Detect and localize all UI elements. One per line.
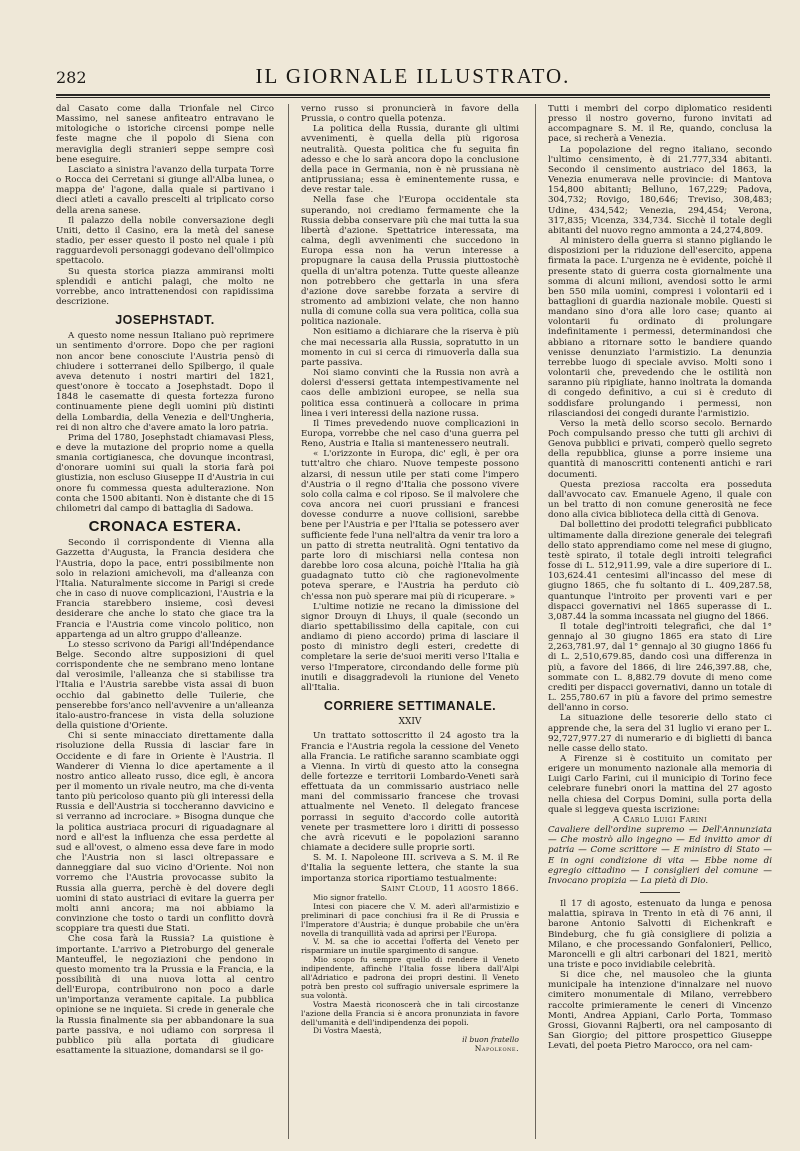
paragraph: L'ultime notizie ne recano la dimissione del signor Drouyn di Lhuys, il quale (secondo un diario spettabilissimo della capitale, con cui andiamo di pieno accordo) prima di lasciare il posto di ministro degli esteri, credette di completare la serie de'suoi meriti verso l'Italia e verso l'Imperatore, circondando delle forme più inutili e disaggradevoli la riunione del Veneto all'Italia. bbox=[301, 601, 519, 693]
paragraph: dal Casato come dalla Trionfale nel Circo Massimo, nel sanese anfiteatro entravano le mitologiche o istoriche circensi pompe nelle feste magne che il popolo di Siena con meraviglia degli stranieri seppe sempre così bene eseguire. bbox=[56, 104, 274, 165]
column-divider bbox=[535, 104, 536, 1139]
letter-dateline: Saint Cloud, 11 agosto 1866. bbox=[380, 883, 519, 894]
section-heading: CORRIERE SETTIMANALE. bbox=[323, 699, 497, 714]
paragraph: Secondo il corrispondente di Vienna alla Gazzetta d'Augusta, la Francia desidera che l'Austria, dopo la pace, entri possibilmente non solo in relazioni amichevoli, ma d'alleanza con l'Italia. Naturalmente siccome in Parigi si crede che in caso di nuove complicazioni, l'Austria e la Francia starebbero insieme, così devesi desiderare che anche lo stato che giace tra la Francia e l'Austria come vincolo politico, non appartenga ad un altro gruppo d'alleanze. bbox=[56, 538, 274, 640]
paragraph: S. M. I. Napoleone III. scriveva a S. M. il Re d'Italia la seguente lettera, che stante la sua importanza storica riportiamo testualmente: bbox=[301, 853, 519, 884]
paragraph: Tutti i membri del corpo diplomatico residenti presso il nostro governo, furono invitati ad accompagnare S. M. il Re, quando, conclusa la pace, si recherà a Venezia. bbox=[548, 104, 772, 145]
paragraph: Un trattato sottoscritto il 24 agosto tra la Francia e l'Austria regola la cessione del Veneto alla Francia. Le ratifiche saranno scambiate oggi a Vienna. In virtù di questo atto la consegna delle fortezze e territorii Lombardo-Veneti sarà effettuata da un commissario austriaco nelle mani del commissario francese che trovasi attualmente nel Veneto. Il delegato francese porrassi in seguito d'accordo colle autorità venete per trasmettere loro i diritti di possesso che avrà ricevuti e le popolazioni saranno chiamate a decidere sulle proprie sorti. bbox=[301, 731, 519, 854]
column-1 bbox=[56, 104, 274, 1144]
paragraph: Chi si sente minacciato direttamente dalla risoluzione della Russia di lasciar fare in Occidente e di fare in Oriente è l'Austria. Il Wanderer di Vienna lo dice apertamente a il nostro antico alleato russo, dice egli, è ancora per il momento un rivale neutro, ma che di-venta tanto più pericoloso quanto più gli interessi della Russia e dell'Austria si toccheranno davvicino e si verranno ad incrociare. » Bisogna dunque che la politica austriaca procuri di riguadagnare al nord e all'est la influenza che essa perdette al sud e all'ovest, o almeno essa deve fare in modo che l'Austria non si lasci oltrepassare e danneggiare dal suo vicino d'Oriente. Noi non vorremo che l'Austria provocasse subito la Russia alla guerra, perchè è del dovere degli uomini di stato austriaci di evitare la guerra per molti anni ancora; ma noi abbiamo la convinzione che tosto o tardi un conflitto dovrà scoppiare tra questi due Stati. bbox=[56, 731, 274, 935]
paragraph: A Firenze si è costituito un comitato per erigere un monumento nazionale alla memoria di Luigi Carlo Farini, cui il municipio di Torino fece celebrare funebri onori la mattina del 27 agosto nella chiesa del Corpus Domini, sulla porta della quale si leggeva questa iscrizione: bbox=[548, 754, 772, 815]
column-3 bbox=[548, 104, 772, 1144]
letter-signature: Napoleone. bbox=[474, 1044, 519, 1054]
divider bbox=[640, 892, 680, 893]
paragraph: Il Times prevedendo nuove complicazioni in Europa, vorrebbe che nel caso d'una guerra pel Reno, Austria e Italia si mantenessero neutrali. bbox=[301, 418, 519, 450]
paragraph: Questa preziosa raccolta era posseduta dall'avvocato cav. Emanuele Ageno, il quale con un bel tratto di non comune generosità ne fece dono alla civica biblioteca della città di Genova. bbox=[548, 479, 772, 521]
paragraph: Noi siamo convinti che la Russia non avrà a dolersi d'essersi gettata intempestivamente nel caos delle ambizioni europee, se nella sua politica essa continuerà a collocare in prima linea i veri interessi della nazione russa. bbox=[301, 368, 519, 419]
letter-signature-line: il buon fratello bbox=[462, 1035, 519, 1045]
paragraph: La situazione delle tesorerie dello stato ci apprende che, la sera del 31 luglio vi erano per L. 92,727,977.27 di numerario e di biglietti di banca nelle casse dello stato. bbox=[548, 713, 772, 754]
paragraph: Il totale degl'introiti telegrafici, che dal 1° gennajo al 30 giugno 1865 era stato di Lire 2,263,781.97, dal 1° gennajo al 30 giugno 1866 fu di L. 2,510,679.85, dando così una differenza in più, a favore del 1866, di lire 246,397.88, che, sommate con L. 8,882.79 dovute di meno come crediti per dispacci governativi, danno un totale di L. 255,780.67 in più a favore del primo semestre dell'anno in corso. bbox=[548, 621, 772, 714]
section-number: XXIV bbox=[398, 717, 422, 728]
section-heading: CRONACA ESTERA. bbox=[88, 518, 242, 536]
paragraph: Non esitiamo a dichiarare che la riserva è più che mai necessaria alla Russia, sopratutto in un momento in cui si cerca di rimuoverla dalla sua parte passiva. bbox=[301, 327, 519, 368]
letter-salutation: Mio signor fratello. bbox=[313, 892, 388, 902]
paragraph: La popolazione del regno italiano, secondo l'ultimo censimento, è di 21.777,334 abitanti. Secondo il censimento austriaco del 1863, la Venezia enumerava nelle provincie: di Mantova 154,800 abitanti; Belluno, 167,229; Padova, 304,732; Rovigo, 180,646; Treviso, 308,483; Udine, 434,542; Venezia, 294,454; Verona, 317,835; Vicenza, 334,734. Sicchè il totale degli abitanti del nuovo regno ammonta a 24,274,809. bbox=[548, 144, 772, 236]
header-rule-thin bbox=[56, 97, 770, 98]
paragraph: A questo nome nessun Italiano può reprimere un sentimento d'orrore. Dopo che per ragioni non ancor bene conosciute l'Austria pensò di chiudere i sotterranei dello Spilbergo, il quale aveva detenuto i nostri martiri del 1821, quest'onore è toccato a Josephstadt. Dopo il 1848 le casematte di questa fortezza furono continuamente piene degli uomini più distinti della Lombardia, della Venezia e dell'Ungheria, rei di non altro che d'avere amato la loro patria. bbox=[56, 331, 274, 433]
column-divider bbox=[288, 104, 289, 1139]
header-rule bbox=[56, 94, 770, 96]
inscription-heading: A Carlo Luigi Farini bbox=[612, 814, 708, 825]
paragraph: Prima del 1780, Josephstadt chiamavasi Pless, e deve la mutazione del proprio nome a quella smania cortigianesca, che dovunque incontrasi, d'onorare uomini sui quali la storia farà poi giustizia, non escluso Giuseppe II d'Austria in cui onore fu commessa questa adulterazione. Non conta che 1500 abitanti. Non è distante che di 15 chilometri dal campo di battaglia di Sadowa. bbox=[56, 432, 274, 514]
column-2 bbox=[301, 104, 519, 1144]
letter-paragraph: Vostra Maestà riconoscerà che in tali circostanze l'azione della Francia si è ancora pronunziata in favore dell'umanità e dell'indipendenza dei popoli. bbox=[301, 999, 519, 1027]
paragraph: Il 17 di agosto, estenuato da lunga e penosa malattia, spirava in Trento in età di 76 anni, il barone Antonio Salvotti di Eichenkraft e Bindeburg, che fu già consigliere di polizia a Milano, e che processando Gonfalonieri, Pellico, Maroncelli e gli altri carbonari del 1821, meritò una triste e poco invidiabile celebrità. bbox=[548, 899, 772, 970]
page-number: 282 bbox=[56, 68, 87, 87]
paragraph: Verso la metà dello scorso secolo. Bernardo Poch compulsando presso che tutti gli archivi di Genova pubblici e privati, comperò quello segreto della repubblica, giunse a porre insieme una quantità di manoscritti contenenti antichi e rari documenti. bbox=[548, 418, 772, 480]
letter-paragraph: Intesi con piacere che V. M. aderì all'armistizio e preliminari di pace conchiusi fra il Re di Prussia e l'Imperatore d'Austria; è dunque probabile che un'èra novella di tranquillità vada ad aprirsi per l'Europa. bbox=[301, 901, 519, 938]
paragraph: Lo stesso scrivono da Parigi all'Indépendance Belge. Secondo altre supposizioni di quel corrispondente che ne sembrano meno lontane dal verosimile, l'alleanza che si stabilisse tra l'Italia e l'Austria sarebbe vista assai di buon occhio dal gabinetto delle Tuilerie, che penserebbe fors'anco nell'avvenire a un'alleanza italo-austro-francese in vista della soluzione della quistione d'Oriente. bbox=[56, 639, 274, 732]
paragraph: « L'orizzonte in Europa, dic' egli, è per ora tutt'altro che chiaro. Nuove tempeste possono alzarsi, di nessun utile per stati come l'impero d'Austria o il regno d'Italia che possono vivere solo colla calma e col riposo. Se il malvolere che cova ancora nei cuori prussiani e francesi dovesse condurre a nuove collisioni, sarebbe bene per l'Austria e per l'Italia se potessero aver sufficiente fede l'una nell'altra da venir tra loro a un patto di stretta neutralità. Ogni tentativo da parte loro di mischiarsi nella contesa non darebbe loro cosa alcuna, poichè l'Italia ha già guadagnato tutto ciò che ragionevolmente poteva sperare, e l'Austria ha perduto ciò ch'essa non può sperare mai più di ricuperare. » bbox=[301, 449, 519, 602]
paragraph: Su questa storica piazza ammiransi molti splendidi e antichi palagi, che molto ne vorrebbe, anco intrattenendosi con rapidissima descrizione. bbox=[56, 266, 274, 307]
section-heading: JOSEPHSTADT. bbox=[115, 313, 215, 328]
paragraph: La politica della Russia, durante gli ultimi avvenimenti, è quella della più rigorosa neutralità. Questa politica che fu seguita fin adesso e che lo sarà ancora dopo la conclusione della pace in Germania, non è nè prussiana nè antiprussiana; essa è eminentemente russa, e deve restar tale. bbox=[301, 124, 519, 196]
paragraph: verno russo si pronuncierà in favore della Prussia, o contro quella potenza. bbox=[301, 104, 519, 125]
paragraph: Si dice che, nel mausoleo che la giunta municipale ha intenzione d'innalzare nel nuovo cimitero monumentale di Milano, verrebbero raccolte primieramente le ceneri di Vincenzo Monti, Andrea Appiani, Carlo Porta, Tommaso Grossi, Giovanni Rajberti, ora nel camposanto di San Giorgio; del pittore prospettico Giuseppe Levati, del poeta Pietro Marocco, ora nel cam- bbox=[548, 970, 772, 1052]
inscription-text: Cavaliere dell'ordine supremo — Dell'Annunziata — Che mostrò allo ingegno — Ed invitto amor di patria — Come scrittore — E ministro di Stato — E in ogni condizione di vita — Ebbe nome di egregio cittadino — I consiglieri del comune — Invocano propizia — La pietà di Dio. bbox=[548, 825, 772, 886]
journal-title: IL GIORNALE ILLUSTRATO. bbox=[255, 64, 571, 88]
paragraph: Che cosa farà la Russia? La quistione è importante. L'arrivo a Pietroburgo del generale Manteuffel, le negoziazioni che pendono in questo momento tra la Prussia e la Francia, e la possibilità di una nuova lotta al centro dell'Europa, contribuirono non poco a darle un'importanza veramente capitale. La pubblica opinione se ne inquieta. Si crede in generale che la Russia finalmente sia per abbandonare la sua parte passiva, e noi udiamo con sorpresa il pubblico più alla portata di giudicare esattamente la situazione, domandarsi se il go- bbox=[56, 934, 274, 1057]
paragraph: Al ministero della guerra si stanno pigliando le disposizioni per la riduzione dell'esercito, appena firmata la pace. L'urgenza ne è evidente, poichè il presente stato di guerra costa giornalmente una somma di alcuni milioni, avendosi sotto le armi ben 550 mila uomini, compresi i volontarii ed i battaglioni di guardia nazionale mobile. Questi si mandano sino d'ora alle loro case; quanto ai volontarii fu ordinato di prolungare indefinitamente i permessi, determinandosi che abbiano a ritornare sotto le bandiere quando venisse denunziato l'armistizio. La denunzia terrebbe luogo di speciale avviso. Molti sono i volontarii che, prevedendo che le ostilità non saranno più ripigliate, hanno inoltrata la domanda di congedo definitivo, a cui si è creduto di soddisfare prolungando i permessi, non rilasciandosi dei congedi durante l'armistizio. bbox=[548, 236, 772, 419]
paragraph: Il palazzo della nobile conversazione degli Uniti, detto il Casino, era la metà del sanese stadio, per esser questo il posto nel quale i più ragguardevoli personaggi godevano dell'olimpico spettacolo. bbox=[56, 215, 274, 267]
paragraph: Dal bollettino dei prodotti telegrafici pubblicato ultimamente dalla direzione generale dei telegrafi dello stato apprendiamo come nel mese di giugno, testè spirato, il totale degli introiti telegrafici fosse di L. 512,911.99, vale a dire superiore di L. 103,624.41 centesimi all'incasso del mese di giugno 1865, che fu soltanto di L. 409,287.58, quantunque l'introito per proventi vari e per dispacci governativi nel 1865 superasse di L. 3,087.44 la somma incassata nel giugno del 1866. bbox=[548, 520, 772, 622]
paragraph: Nella fase che l'Europa occidentale sta superando, noi crediamo fermamente che la Russia debba conservare più che mai tutta la sua libertà d'azione. Spettatrice interessata, ma calma, degli avvenimenti che succedono in Europa essa non ha verun interesse a propugnare la causa della Prussia piuttostochè quella di un'altra potenza. Tutte queste alleanze non potrebbero che gettarla in una sfera d'azione dove sarebbe forzata a servire di stromento ad ambizioni velate, che non hanno nulla di comune colla sua vera politica, colla sua politica nazionale. bbox=[301, 195, 519, 328]
masthead bbox=[56, 62, 770, 90]
letter-paragraph: V. M. sa che io accettai l'offerta del Veneto per risparmiare un inutile spargimento di sangue. bbox=[301, 937, 519, 956]
paragraph: Lasciato a sinistra l'avanzo della turpata Torre o Rocca dei Cerretani si giunge all'Alba lunea, o mappa de' l'agone, dalla quale si partivano i dieci atleti a cavallo prescelti al triplicato corso della arena sanese. bbox=[56, 164, 274, 216]
letter-closing: Di Vostra Maestà, bbox=[313, 1026, 382, 1036]
letter-paragraph: Mio scopo fu sempre quello di rendere il Veneto indipendente, affinchè l'Italia fosse libera dall'Alpi all'Adriatico e padrona dei propri destini. Il Veneto potrà ben presto col suffragio universale esprimere la sua volontà. bbox=[301, 955, 519, 1000]
